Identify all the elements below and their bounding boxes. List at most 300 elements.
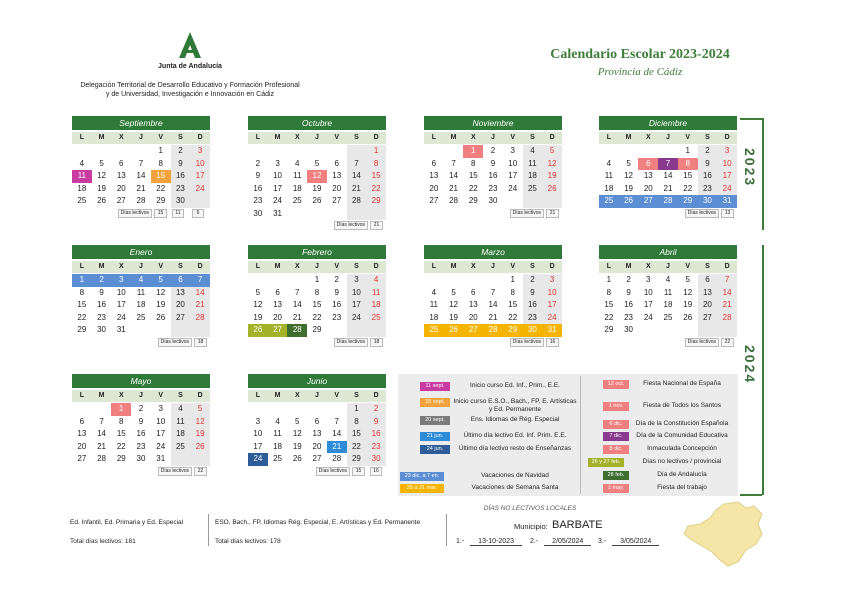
weekday-label: D — [373, 263, 379, 270]
month-diciembre — [599, 116, 737, 219]
day-cell: 12 — [97, 171, 107, 180]
day-cell — [638, 145, 658, 158]
day-cell — [248, 145, 268, 158]
day-cell: 19 — [312, 183, 322, 193]
day-cell: 17 — [347, 299, 367, 312]
dias-lectivos-label: Días lectivos — [158, 467, 192, 476]
legend-chip: 24 jun. — [420, 445, 450, 454]
month-junio — [248, 374, 386, 477]
legend-chip: 1 may. — [603, 484, 629, 493]
day-cell: 27 — [638, 195, 658, 208]
day-cell: 6 — [275, 287, 280, 297]
day-cell — [347, 208, 367, 221]
day-cell: 13 — [468, 300, 478, 309]
weekday-label: L — [79, 263, 84, 270]
weekday-label: J — [315, 263, 319, 270]
day-cell: 31 — [273, 208, 283, 218]
weekday-label: M — [450, 134, 457, 141]
org-line-2: y de Universidad, Investigación e Innovación en Cádiz — [105, 91, 275, 98]
day-cell — [599, 145, 619, 158]
day-cell: 28 — [483, 324, 503, 337]
weekday-label: X — [118, 134, 124, 141]
weekday-label: S — [530, 134, 535, 141]
day-cell: 30 — [488, 196, 498, 205]
day-cell: 29 — [468, 196, 478, 205]
legend-chip: 7 dic. — [603, 432, 629, 441]
month-septiembre — [72, 116, 210, 219]
day-cell: 2 — [490, 146, 496, 155]
day-cell: 18 — [429, 312, 439, 322]
day-cell — [327, 208, 347, 221]
day-cell: 7 — [99, 416, 104, 426]
dias-lectivos-count-3: 6 — [192, 209, 204, 218]
year-2024-line — [762, 245, 764, 495]
legend-text: Inicio curso Ed. Inf., Prim., E.E. — [470, 382, 560, 389]
day-cell: 20 — [698, 299, 718, 312]
legend-text: Ens. Idiomas de Rég. Especial — [470, 416, 560, 423]
month-abril — [599, 245, 737, 348]
day-cell: 30 — [253, 208, 263, 218]
day-cell: 2 — [255, 158, 261, 168]
day-cell: 9 — [626, 287, 631, 297]
day-cell: 15 — [468, 171, 478, 180]
day-cell: 25 — [663, 312, 673, 322]
day-cell: 19 — [97, 183, 107, 193]
day-cell: 21 — [449, 183, 459, 193]
day-cell: 6 — [314, 416, 320, 426]
day-cell: 14 — [449, 171, 459, 180]
weekday-label: J — [315, 392, 319, 399]
day-cell: 7 — [347, 158, 367, 171]
day-cell: 1 — [685, 146, 690, 155]
day-cell — [444, 145, 464, 158]
weekday-label: L — [79, 134, 84, 141]
day-cell: 19 — [156, 300, 166, 309]
day-cell: 23 — [97, 312, 107, 322]
municipality-label: Municipio: — [514, 522, 548, 531]
day-cell: 17 — [156, 429, 166, 438]
day-cell: 24 — [156, 441, 166, 451]
day-cell: 14 — [347, 170, 367, 183]
weekday-label: S — [178, 392, 183, 399]
weekday-label: S — [705, 134, 710, 141]
day-cell: 18 — [523, 170, 543, 183]
day-cell: 26 — [542, 183, 562, 196]
day-cell: 8 — [606, 287, 612, 297]
day-cell: 29 — [678, 195, 698, 208]
day-cell — [638, 324, 658, 337]
day-grid — [599, 145, 737, 208]
day-cell: 30 — [624, 325, 634, 334]
day-cell: 11 — [171, 416, 191, 429]
day-cell: 8 — [471, 158, 476, 168]
day-cell: 8 — [158, 158, 163, 168]
month-footer — [424, 208, 562, 219]
weekday-label: M — [98, 392, 105, 399]
day-cell — [327, 403, 347, 416]
day-cell: 28 — [449, 196, 459, 205]
legend-chip: 25 a 31 mar. — [400, 484, 444, 493]
day-cell: 1 — [347, 403, 367, 416]
day-cell: 5 — [685, 275, 690, 284]
day-cell: 13 — [312, 429, 322, 438]
day-cell: 6 — [638, 158, 658, 171]
day-cell: 9 — [490, 158, 496, 168]
day-cell: 6 — [431, 158, 437, 168]
weekday-label: S — [354, 392, 359, 399]
day-cell: 6 — [171, 274, 191, 287]
day-cell: 7 — [717, 274, 737, 287]
day-cell: 13 — [77, 429, 87, 438]
day-cell: 13 — [429, 171, 439, 180]
day-cell: 31 — [717, 195, 737, 208]
weekday-label: S — [530, 263, 535, 270]
day-cell: 14 — [190, 287, 210, 300]
day-cell: 28 — [347, 195, 367, 208]
day-cell: 15 — [116, 429, 126, 438]
day-cell: 14 — [488, 300, 498, 309]
day-cell: 1 — [606, 275, 612, 284]
weekday-label: J — [139, 134, 143, 141]
day-cell — [307, 145, 327, 158]
day-cell: 21 — [347, 183, 367, 196]
month-marzo — [424, 245, 562, 348]
day-cell: 18 — [366, 299, 386, 312]
day-cell: 27 — [116, 196, 126, 205]
day-cell: 5 — [626, 158, 631, 168]
day-cell: 22 — [116, 441, 126, 451]
cadiz-province-map — [676, 500, 766, 570]
day-cell — [307, 403, 327, 416]
legend-text: Último día lectivo Ed. Inf. Prim. E.E. — [463, 432, 567, 439]
day-cell: 13 — [332, 171, 342, 180]
day-cell: 9 — [138, 416, 144, 426]
legend-text: Fiesta de Todos los Santos — [643, 402, 721, 409]
weekday-label: D — [373, 392, 379, 399]
day-cell: 4 — [131, 274, 151, 287]
day-cell: 16 — [171, 170, 191, 183]
day-cell: 3 — [158, 404, 163, 413]
municipality-value: BARBATE — [552, 519, 603, 531]
day-cell: 19 — [624, 183, 634, 193]
dias-lectivos-count-2: 16 — [370, 467, 382, 476]
day-cell: 18 — [292, 183, 302, 193]
day-cell: 8 — [366, 158, 386, 171]
month-title: Marzo — [424, 245, 562, 259]
day-cell: 4 — [275, 416, 280, 426]
day-cell: 5 — [255, 287, 261, 297]
local-holidays-title: DÍAS NO LECTIVOS LOCALES — [483, 505, 577, 512]
weekday-label: S — [178, 134, 183, 141]
day-cell: 29 — [116, 454, 126, 463]
day-cell: 6 — [471, 287, 476, 297]
day-cell: 27 — [77, 454, 87, 463]
day-cell: 31 — [156, 454, 166, 463]
day-cell: 3 — [275, 158, 280, 168]
group1-label: Ed. Infantil, Ed. Primaria y Ed. Especial — [70, 519, 184, 526]
weekday-header — [248, 132, 386, 144]
weekday-header — [424, 261, 562, 273]
day-cell: 15 — [347, 428, 367, 441]
weekday-label: X — [118, 392, 124, 399]
day-cell: 10 — [508, 158, 518, 168]
day-cell — [327, 324, 347, 337]
month-title: Mayo — [72, 374, 210, 388]
day-grid — [72, 274, 210, 337]
day-cell — [190, 453, 210, 466]
day-cell: 19 — [542, 170, 562, 183]
weekday-label: M — [625, 134, 632, 141]
day-cell: 28 — [658, 195, 678, 208]
day-cell: 5 — [314, 158, 320, 168]
day-cell: 28 — [287, 324, 307, 337]
local-date-2: 2.- 2/05/2024 — [530, 538, 591, 545]
day-cell: 27 — [171, 312, 191, 325]
day-cell: 8 — [79, 287, 85, 297]
weekday-label: X — [294, 134, 300, 141]
day-cell: 24 — [508, 183, 518, 193]
day-cell: 28 — [97, 454, 107, 463]
dias-lectivos-label: Días lectivos — [510, 338, 544, 347]
day-cell — [287, 403, 307, 416]
day-cell — [698, 324, 718, 337]
weekday-header — [248, 390, 386, 402]
weekday-label: V — [158, 263, 164, 270]
weekday-label: M — [450, 263, 457, 270]
dias-lectivos-count: 21 — [546, 209, 559, 218]
weekday-label: J — [491, 134, 495, 141]
day-cell: 9 — [171, 158, 191, 171]
day-cell: 20 — [77, 441, 87, 451]
weekday-label: D — [197, 392, 203, 399]
day-cell — [111, 145, 131, 158]
weekday-label: L — [255, 263, 260, 270]
month-title: Febrero — [248, 245, 386, 259]
legend-text: Vacaciones de Navidad — [481, 472, 549, 479]
weekday-header — [599, 261, 737, 273]
day-cell: 3 — [646, 275, 651, 284]
group1-total: Total días lectivos: 181 — [70, 538, 136, 545]
day-cell — [190, 195, 210, 208]
day-cell: 2 — [698, 145, 718, 158]
day-grid — [424, 145, 562, 208]
day-grid — [248, 145, 386, 220]
day-cell: 23 — [171, 183, 191, 196]
day-cell: 8 — [510, 287, 515, 297]
month-title: Septiembre — [72, 116, 210, 130]
weekday-label: M — [274, 263, 281, 270]
organization-block — [60, 62, 320, 99]
weekday-label: V — [510, 263, 516, 270]
legend-chip: 28 feb. — [603, 471, 629, 480]
month-title: Diciembre — [599, 116, 737, 130]
day-cell: 9 — [255, 171, 261, 180]
day-cell: 8 — [347, 416, 367, 429]
weekday-label: S — [705, 263, 710, 270]
day-cell: 24 — [542, 312, 562, 325]
day-cell: 24 — [248, 453, 268, 466]
day-cell — [287, 274, 307, 287]
day-cell: 1 — [72, 274, 92, 287]
day-cell: 21 — [136, 183, 146, 193]
weekday-header — [248, 261, 386, 273]
day-cell: 6 — [334, 158, 339, 168]
day-cell: 11 — [604, 171, 613, 180]
day-cell: 4 — [665, 275, 671, 284]
month-footer — [248, 220, 386, 231]
day-cell: 14 — [97, 429, 107, 438]
weekday-label: D — [549, 134, 555, 141]
day-cell: 7 — [138, 158, 144, 168]
month-title: Noviembre — [424, 116, 562, 130]
day-cell — [424, 274, 444, 287]
weekday-label: V — [334, 134, 340, 141]
day-cell: 21 — [97, 441, 107, 451]
day-cell: 19 — [449, 312, 459, 322]
day-cell — [347, 324, 367, 337]
day-cell: 22 — [366, 183, 386, 196]
day-cell — [190, 324, 210, 337]
day-cell: 25 — [292, 196, 302, 205]
day-cell: 5 — [99, 158, 104, 168]
day-cell — [72, 403, 92, 416]
day-cell: 16 — [523, 299, 543, 312]
day-cell: 18 — [136, 300, 146, 309]
month-febrero — [248, 245, 386, 348]
day-cell: 25 — [171, 441, 191, 454]
legend-text: Vacaciones de Semana Santa — [471, 484, 559, 491]
year-2023-line — [762, 118, 764, 230]
day-cell: 24 — [347, 312, 367, 325]
day-cell: 8 — [678, 158, 698, 171]
weekday-label: J — [139, 263, 143, 270]
month-enero — [72, 245, 210, 348]
legend-chip: 8 dic. — [603, 445, 629, 454]
day-cell: 7 — [658, 158, 678, 171]
day-cell: 24 — [273, 196, 283, 205]
day-cell — [171, 324, 191, 337]
legend-chip: 1 nov. — [603, 402, 629, 411]
day-cell: 22 — [604, 312, 614, 322]
day-cell: 17 — [542, 299, 562, 312]
day-cell: 21 — [488, 312, 498, 322]
day-cell: 7 — [295, 287, 300, 297]
month-footer — [72, 466, 210, 477]
day-cell: 10 — [643, 287, 653, 297]
weekday-label: L — [606, 263, 611, 270]
day-cell: 17 — [717, 170, 737, 183]
dias-lectivos-count-2: 11 — [172, 209, 184, 218]
weekday-label: L — [255, 134, 260, 141]
day-cell: 2 — [138, 404, 144, 413]
legend-chip: 15 sept. — [420, 398, 450, 407]
day-cell — [658, 324, 678, 337]
month-title: Junio — [248, 374, 386, 388]
day-cell — [92, 145, 112, 158]
day-cell: 4 — [606, 158, 612, 168]
day-cell — [131, 145, 151, 158]
page-subtitle: Provincia de Cádiz — [597, 66, 683, 78]
day-cell: 11 — [273, 429, 282, 438]
day-cell: 1 — [158, 146, 163, 155]
day-cell: 13 — [171, 287, 191, 300]
month-title: Octubre — [248, 116, 386, 130]
day-cell: 12 — [156, 287, 166, 297]
day-cell: 16 — [253, 183, 263, 193]
day-cell: 18 — [604, 183, 614, 193]
local-date-3: 3.- 3/05/2024 — [598, 538, 659, 545]
day-cell: 19 — [190, 428, 210, 441]
day-cell — [92, 403, 112, 416]
weekday-label: S — [354, 134, 359, 141]
day-cell: 7 — [190, 274, 210, 287]
day-cell: 24 — [717, 183, 737, 196]
day-cell — [366, 324, 386, 337]
day-cell: 13 — [643, 171, 653, 180]
day-cell: 27 — [268, 324, 288, 337]
day-cell — [287, 145, 307, 158]
dias-lectivos-label: Días lectivos — [334, 221, 368, 230]
day-cell: 4 — [523, 145, 543, 158]
day-cell: 1 — [510, 275, 515, 284]
day-cell: 27 — [698, 312, 718, 325]
day-cell: 11 — [523, 158, 543, 171]
legend-chip: 21 jun. — [420, 432, 450, 441]
day-grid — [248, 274, 386, 337]
day-cell: 2 — [92, 274, 112, 287]
day-cell: 28 — [717, 312, 737, 325]
day-cell — [717, 324, 737, 337]
month-footer — [424, 337, 562, 348]
day-cell: 20 — [171, 299, 191, 312]
day-cell: 21 — [663, 183, 673, 193]
month-footer — [599, 208, 737, 219]
day-cell: 12 — [449, 300, 459, 309]
day-cell: 10 — [190, 158, 210, 171]
day-cell — [327, 145, 347, 158]
day-cell — [131, 324, 151, 337]
legend-text: Día de la Constitución Española — [635, 420, 729, 427]
day-cell: 27 — [312, 454, 322, 463]
day-cell: 23 — [488, 183, 498, 193]
day-cell — [347, 145, 367, 158]
legend-text: Días no lectivos / provincial — [642, 458, 722, 465]
day-cell: 3 — [542, 274, 562, 287]
day-cell: 31 — [542, 324, 562, 337]
weekday-label: D — [724, 134, 730, 141]
month-noviembre — [424, 116, 562, 219]
day-cell: 2 — [523, 274, 543, 287]
page-title: Calendario Escolar 2023-2024 — [550, 47, 730, 62]
day-cell: 12 — [307, 170, 327, 183]
day-cell — [483, 274, 503, 287]
day-cell: 15 — [604, 300, 614, 309]
weekday-label: L — [79, 392, 84, 399]
day-cell: 21 — [717, 299, 737, 312]
day-cell: 4 — [171, 403, 191, 416]
day-cell — [268, 274, 288, 287]
weekday-header — [599, 132, 737, 144]
day-cell: 29 — [503, 324, 523, 337]
dias-lectivos-label: Días lectivos — [316, 467, 350, 476]
day-cell: 11 — [293, 171, 302, 180]
day-cell — [248, 274, 268, 287]
legend-text: Día de Andalucía — [657, 471, 707, 478]
weekday-label: V — [334, 263, 340, 270]
day-cell: 18 — [663, 300, 673, 309]
day-cell: 20 — [312, 441, 322, 451]
legend-chip: 23 dic. a 7 en. — [400, 472, 444, 481]
